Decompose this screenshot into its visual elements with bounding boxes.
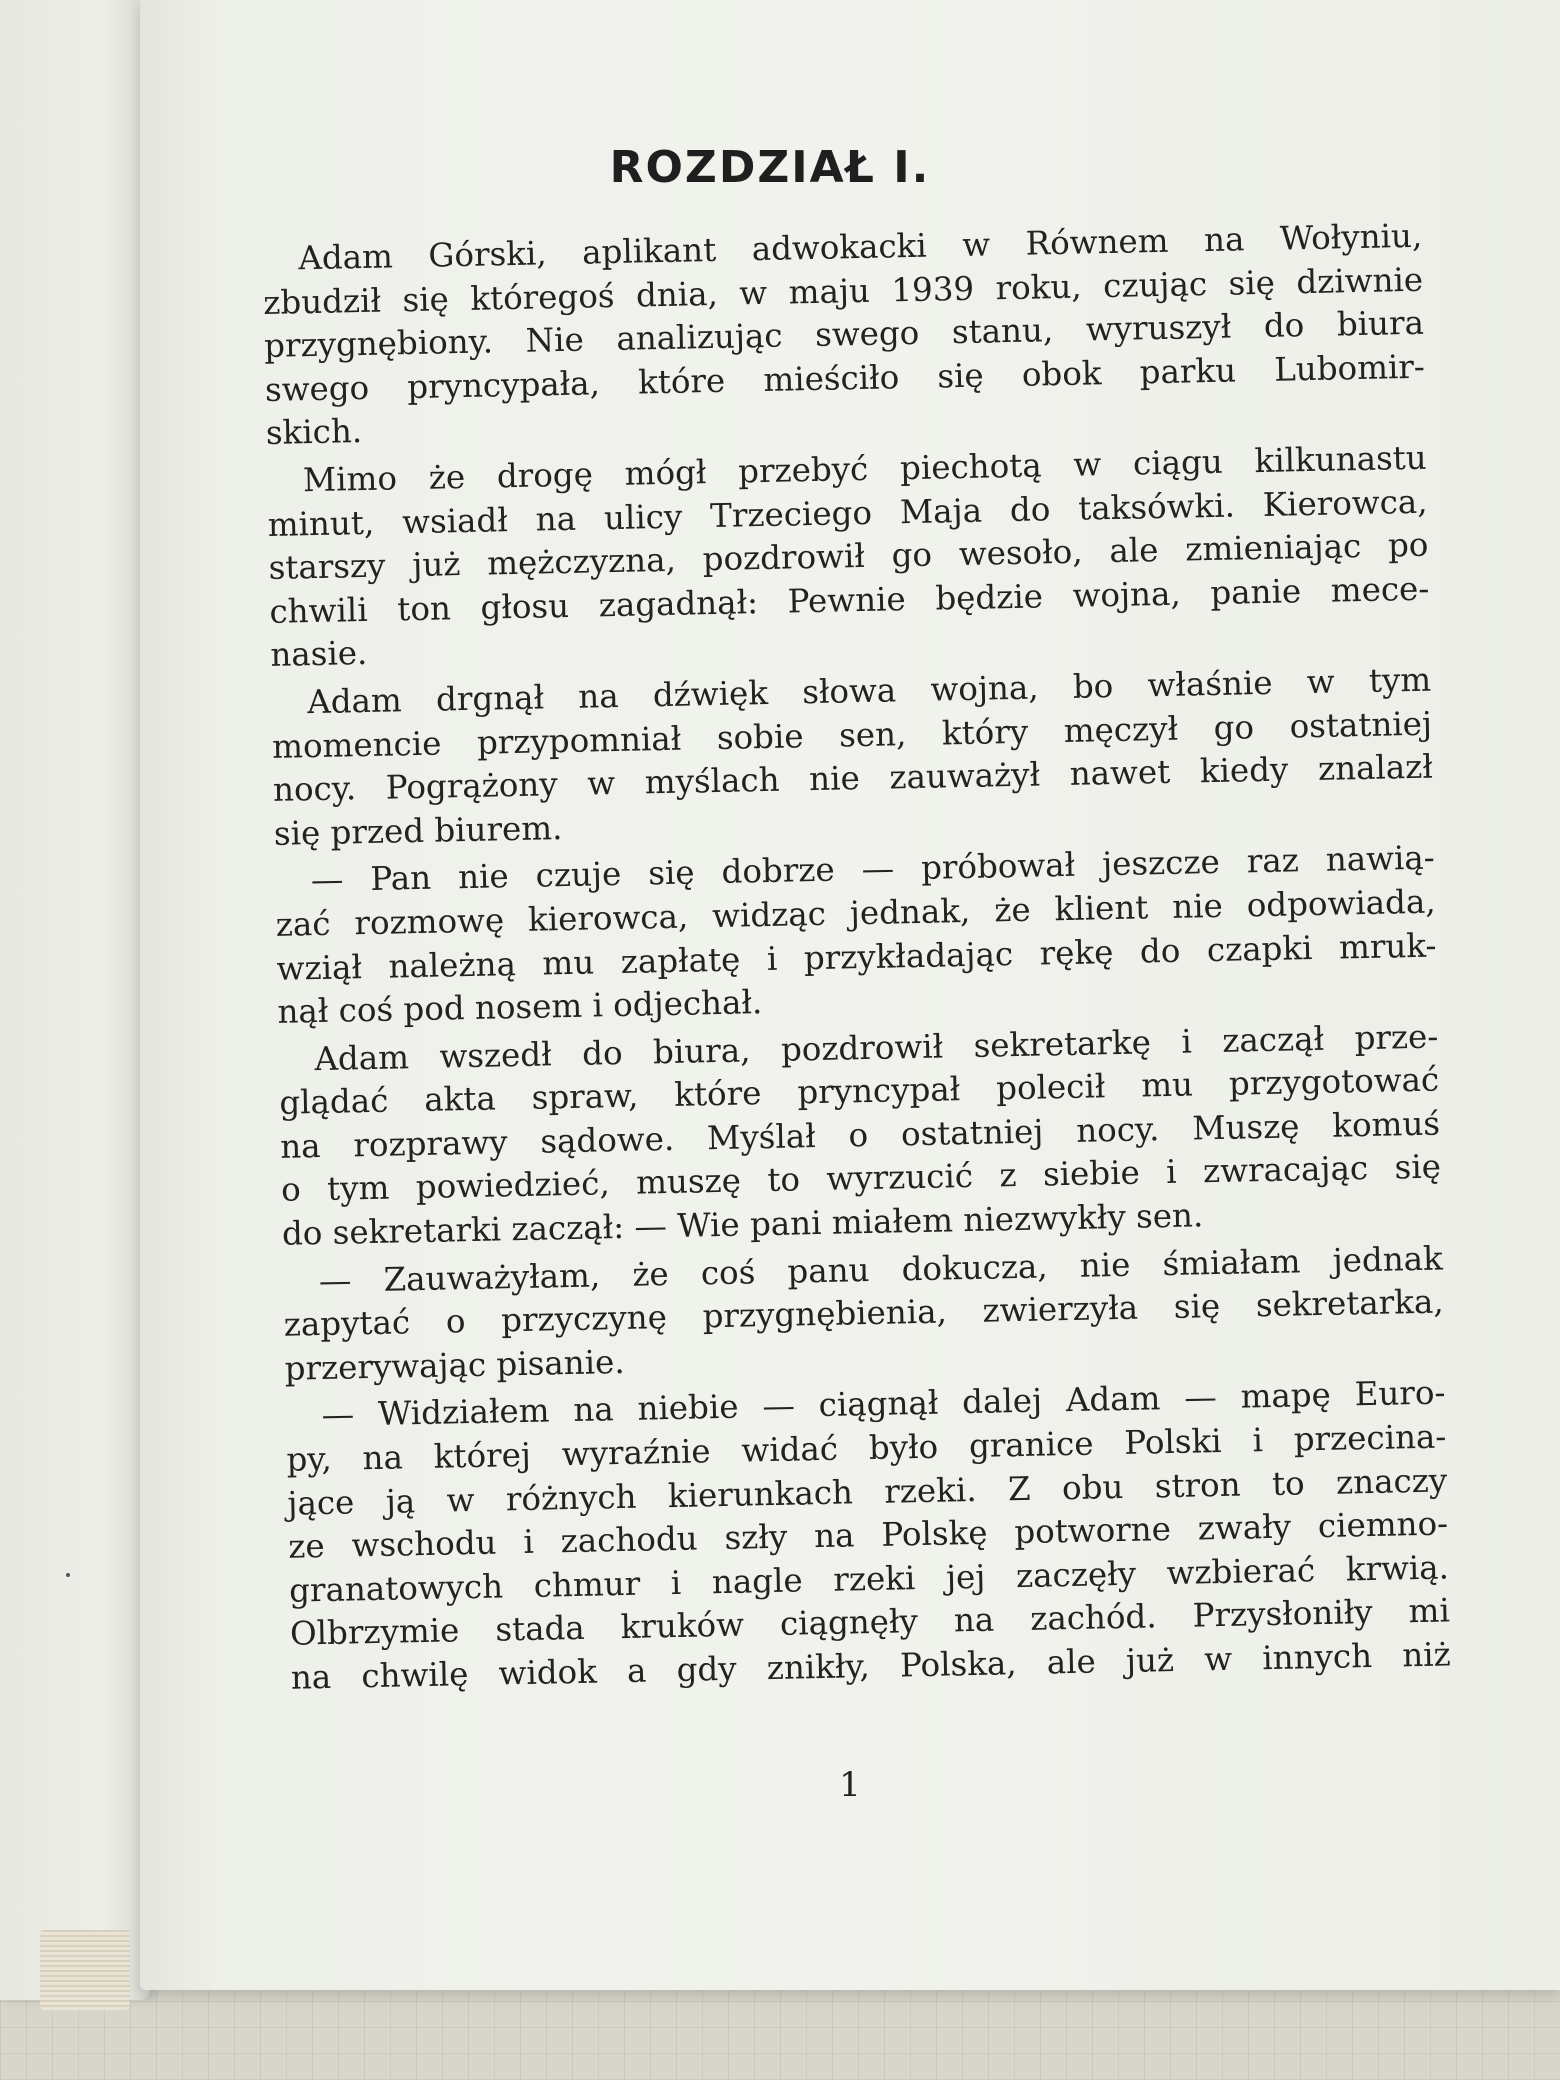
text-line: glądać akta spraw, które pryncypał polecił mu przygotować [278,1060,1440,1123]
text-line: zapytać o przyczynę przygnębienia, zwierzyła się sekretarka, [283,1282,1444,1345]
text-line: o tym powiedzieć, muszę to wyrzucić z siebie i zwracając się [280,1147,1442,1210]
text-line: Adam drgnął na dźwięk słowa wojna, bo właśnie w tym [306,660,1432,722]
text-line: zbudził się któregoś dnia, w maju 1939 roku, czując się dziwnie [262,260,1424,322]
text-line: — Pan nie czuje się dobrze — próbował jeszcze raz nawią- [310,838,1436,900]
text-line: zać rozmowę kierowca, widząc jednak, że klient nie odpowiada, [275,882,1436,944]
text-line: ze wschodu i zachodu szły na Polskę potworne zwały ciemno- [287,1504,1449,1566]
paper-speck [66,1573,70,1577]
text-line: momencie przypomniał sobie sen, który męczył go ostatniej [271,704,1433,766]
text-line: do sekretarki zaczął: — Wie pani miałem niezwykły sen. [281,1196,1204,1253]
page-number: 1 [839,1765,861,1805]
chapter-title: ROZDZIAŁ I. [609,142,931,193]
text-line: się przed biurem. [273,808,563,853]
text-line: starszy już mężczyzna, pozdrowił go wesoło, ale zmieniając po [268,525,1429,588]
text-line: granatowych chmur i nagle rzeki jej zaczęły wzbierać krwią. [288,1548,1450,1610]
text-line: — Zauważyłam, że coś panu dokucza, nie śmiałam jednak [318,1239,1444,1300]
text-line: py, na której wyraźnie widać było granice Polski i przecina- [286,1417,1447,1479]
text-line: minut, wsiadł na ulicy Trzeciego Maja do taksówki. Kierowca, [267,482,1428,544]
text-line: Mimo że drogę mógł przebyć piechotą w ciągu kilkunastu [302,438,1428,500]
text-line: jące ją w różnych kierunkach rzeki. Z obu stron to znaczy [287,1461,1448,1523]
text-line: nął coś pod nosem i odjechał. [277,983,763,1031]
left-page [0,0,150,2000]
text-line: — Widziałem na niebie — ciągnął dalej Adam — mapę Euro- [321,1373,1446,1435]
text-line: skich. [265,412,363,453]
text-line: wziął należną mu zapłatę i przykładając rękę do czapki mruk- [276,926,1437,988]
text-line: przygnębiony. Nie analizując swego stanu, wyruszył do biura [263,303,1425,366]
text-line: Olbrzymie stada kruków ciągnęły na zachód. Przysłoniły mi [289,1591,1451,1654]
text-line: przerywając pisanie. [284,1342,625,1388]
text-line: Adam Górski, aplikant adwokacki w Równem na Wołyniu, [298,216,1423,278]
left-page-worn-edge [40,1930,130,2010]
body-text [262,215,1451,1701]
text-line: na rozprawy sądowe. Myślał o ostatniej nocy. Muszę komuś [279,1104,1441,1166]
text-line: nasie. [269,634,368,675]
text-line: swego pryncypała, które mieściło się obok parku Lubomir- [264,347,1426,409]
text-line: na chwilę widok a gdy znikły, Polska, ale już w innych niż [290,1635,1452,1697]
text-line: Adam wszedł do biura, pozdrowił sekretarkę i zaczął prze- [314,1017,1439,1078]
text-line: chwili ton głosu zagadnął: Pewnie będzie wojna, panie mece- [269,569,1430,631]
text-line: nocy. Pogrążony w myślach nie zauważył nawet kiedy znalazł [272,747,1434,810]
